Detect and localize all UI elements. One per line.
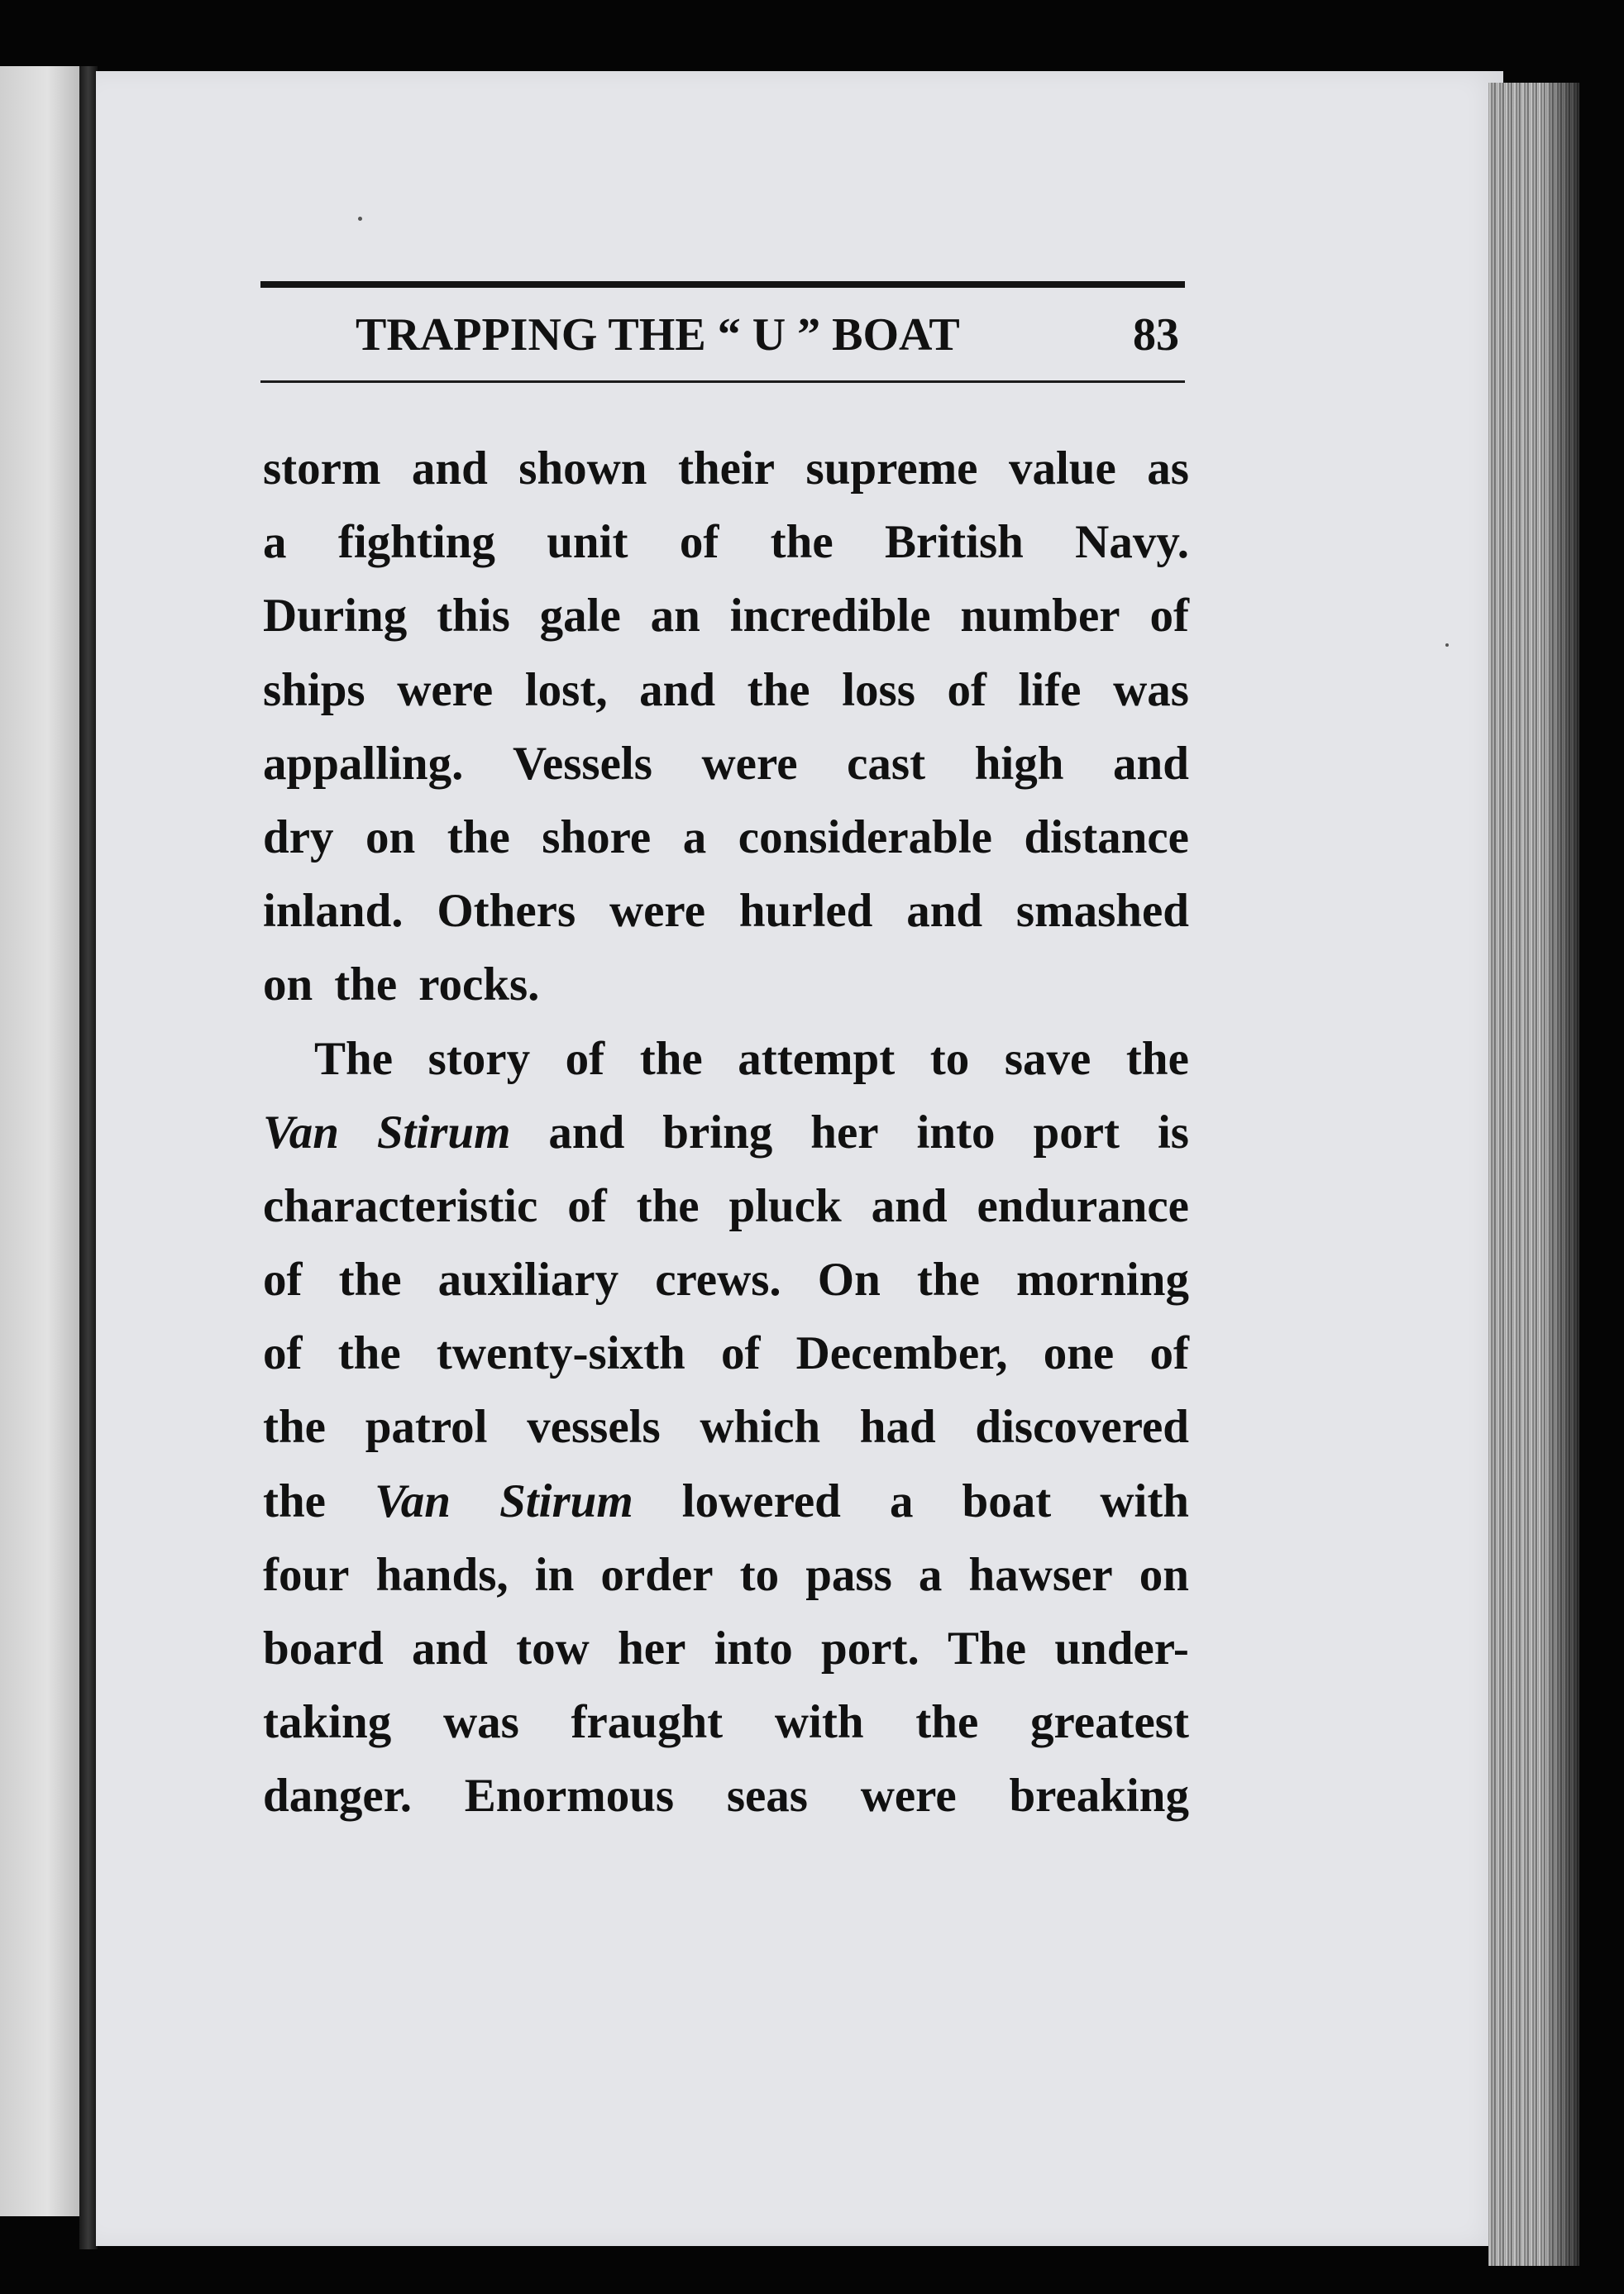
- word: which: [700, 1401, 821, 1454]
- word: distance: [1024, 810, 1189, 863]
- word: appalling.: [263, 737, 464, 790]
- word: December,: [795, 1327, 1008, 1380]
- word: their: [677, 442, 776, 495]
- running-head: TRAPPING THE “ U ” BOAT: [356, 309, 960, 361]
- word: were: [701, 737, 798, 790]
- word: to: [929, 1032, 970, 1085]
- word: into: [714, 1623, 793, 1675]
- word: had: [859, 1401, 936, 1454]
- word: patrol: [365, 1401, 488, 1454]
- word: The: [314, 1032, 394, 1085]
- word: of: [679, 516, 719, 569]
- word: the: [639, 1032, 703, 1085]
- word: her: [810, 1106, 879, 1159]
- word: twenty-sixth: [436, 1327, 685, 1380]
- word: vessels: [527, 1401, 661, 1454]
- text-line: [263, 1538, 1189, 1612]
- word: morning: [1015, 1254, 1189, 1307]
- word: was: [442, 1696, 519, 1749]
- word: the: [334, 958, 398, 1011]
- page-edges-shadow: [1546, 83, 1579, 2266]
- word: discovered: [975, 1401, 1189, 1454]
- word: incredible: [729, 590, 931, 643]
- word: shown: [518, 442, 647, 495]
- word: fraught: [571, 1696, 724, 1749]
- word: dry: [263, 810, 334, 863]
- text-line: [263, 801, 1189, 874]
- paper-speck: [1445, 643, 1449, 647]
- word: of: [1149, 1327, 1189, 1380]
- word: life: [1018, 663, 1082, 716]
- word: pluck: [728, 1179, 842, 1232]
- text-line: [263, 1465, 1189, 1538]
- word: on: [263, 958, 313, 1011]
- word: with: [774, 1696, 864, 1749]
- text-line: [263, 1685, 1189, 1759]
- word: attempt: [738, 1032, 896, 1085]
- word: the: [747, 663, 810, 716]
- text-line: [263, 1390, 1189, 1464]
- word: of: [1149, 590, 1189, 643]
- word: were: [609, 885, 706, 938]
- word: hurled: [738, 885, 873, 938]
- word: tow: [516, 1623, 590, 1675]
- word: on: [1139, 1548, 1189, 1601]
- text-line: [263, 1022, 1189, 1096]
- word: is: [1157, 1106, 1189, 1159]
- word: bring: [662, 1106, 773, 1159]
- word: the: [447, 810, 510, 863]
- word: the: [263, 1474, 326, 1527]
- text-line: [263, 1243, 1189, 1317]
- word: seas: [726, 1770, 808, 1823]
- paper-speck: [358, 217, 362, 221]
- word: the: [770, 516, 833, 569]
- word: the: [915, 1696, 979, 1749]
- word: a: [263, 516, 287, 569]
- word: Vessels: [512, 737, 652, 790]
- text-line: [263, 432, 1189, 505]
- word: gale: [539, 590, 621, 643]
- word: hands,: [375, 1548, 509, 1601]
- word: hawser: [968, 1548, 1113, 1601]
- word: unit: [547, 516, 628, 569]
- header-rule-bottom: [260, 380, 1185, 383]
- text-line: [263, 1759, 1189, 1833]
- word: order: [600, 1548, 714, 1601]
- book-gutter: [79, 66, 98, 2249]
- italic-word: Van: [375, 1474, 451, 1527]
- text-line: [263, 505, 1189, 579]
- word: Others: [437, 885, 576, 938]
- word: danger.: [263, 1770, 413, 1823]
- word: under-: [1054, 1623, 1189, 1675]
- word: of: [947, 663, 986, 716]
- word: an: [650, 590, 700, 643]
- word: with: [1100, 1474, 1189, 1527]
- word: one: [1043, 1327, 1115, 1380]
- text-line: [263, 1169, 1189, 1243]
- word: into: [916, 1106, 996, 1159]
- word: the: [916, 1254, 980, 1307]
- word: supreme: [805, 442, 978, 495]
- word: board: [263, 1623, 384, 1675]
- word: endurance: [977, 1179, 1189, 1232]
- word: pass: [805, 1548, 892, 1601]
- word: smashed: [1015, 885, 1189, 938]
- italic-word: Van: [263, 1106, 339, 1159]
- body-text: [263, 432, 1189, 1833]
- word: her: [618, 1623, 686, 1675]
- word: rocks.: [418, 958, 540, 1011]
- word: value: [1008, 442, 1116, 495]
- word: lowered: [681, 1474, 841, 1527]
- text-line: [263, 1612, 1189, 1685]
- word: and: [411, 442, 488, 495]
- word: and: [639, 663, 716, 716]
- word: the: [636, 1179, 700, 1232]
- word: in: [534, 1548, 575, 1601]
- italic-word: Stirum: [376, 1106, 511, 1159]
- word: a: [682, 810, 707, 863]
- word: were: [397, 663, 494, 716]
- word: and: [411, 1623, 488, 1675]
- header-rule-top: [260, 281, 1185, 288]
- word: of: [567, 1179, 607, 1232]
- text-line: [263, 948, 1189, 1021]
- word: a: [889, 1474, 914, 1527]
- word: of: [263, 1327, 303, 1380]
- text-line: [263, 727, 1189, 801]
- text-line: [263, 874, 1189, 948]
- facing-page-edge: [0, 66, 79, 2216]
- word: breaking: [1009, 1770, 1189, 1823]
- word: inland.: [263, 885, 404, 938]
- word: and: [871, 1179, 948, 1232]
- word: fighting: [337, 516, 495, 569]
- word: of: [720, 1327, 761, 1380]
- text-line: [263, 579, 1189, 652]
- word: the: [337, 1327, 401, 1380]
- text-line: [263, 1096, 1189, 1169]
- word: considerable: [738, 810, 992, 863]
- word: ships: [263, 663, 365, 716]
- text-line: [263, 1317, 1189, 1390]
- word: During: [263, 590, 408, 643]
- word: high: [974, 737, 1064, 790]
- word: characteristic: [263, 1179, 538, 1232]
- word: of: [263, 1254, 303, 1307]
- word: Navy.: [1075, 516, 1189, 569]
- word: port.: [821, 1623, 919, 1675]
- word: and: [1113, 737, 1189, 790]
- text-line: [263, 653, 1189, 727]
- word: greatest: [1029, 1696, 1189, 1749]
- word: were: [860, 1770, 957, 1823]
- word: Enormous: [464, 1770, 675, 1823]
- word: to: [739, 1548, 780, 1601]
- word: save: [1004, 1032, 1091, 1085]
- word: of: [565, 1032, 605, 1085]
- italic-word: Stirum: [499, 1474, 633, 1527]
- word: taking: [263, 1696, 392, 1749]
- word: crews.: [655, 1254, 781, 1307]
- word: story: [427, 1032, 531, 1085]
- word: storm: [263, 442, 381, 495]
- word: this: [437, 590, 510, 643]
- word: The: [948, 1623, 1027, 1675]
- word: auxiliary: [437, 1254, 619, 1307]
- word: cast: [847, 737, 926, 790]
- word: and: [548, 1106, 625, 1159]
- word: number: [960, 590, 1120, 643]
- word: and: [906, 885, 983, 938]
- word: the: [1125, 1032, 1189, 1085]
- word: boat: [962, 1474, 1052, 1527]
- word: the: [338, 1254, 402, 1307]
- word: loss: [842, 663, 915, 716]
- word: the: [263, 1401, 326, 1454]
- word: shore: [542, 810, 652, 863]
- word: a: [918, 1548, 943, 1601]
- word: port: [1033, 1106, 1120, 1159]
- word: British: [884, 516, 1024, 569]
- page-number: 83: [1133, 309, 1179, 361]
- word: on: [365, 810, 416, 863]
- word: lost,: [524, 663, 608, 716]
- word: four: [263, 1548, 350, 1601]
- word: as: [1147, 442, 1189, 495]
- word: On: [817, 1254, 881, 1307]
- word: was: [1113, 663, 1189, 716]
